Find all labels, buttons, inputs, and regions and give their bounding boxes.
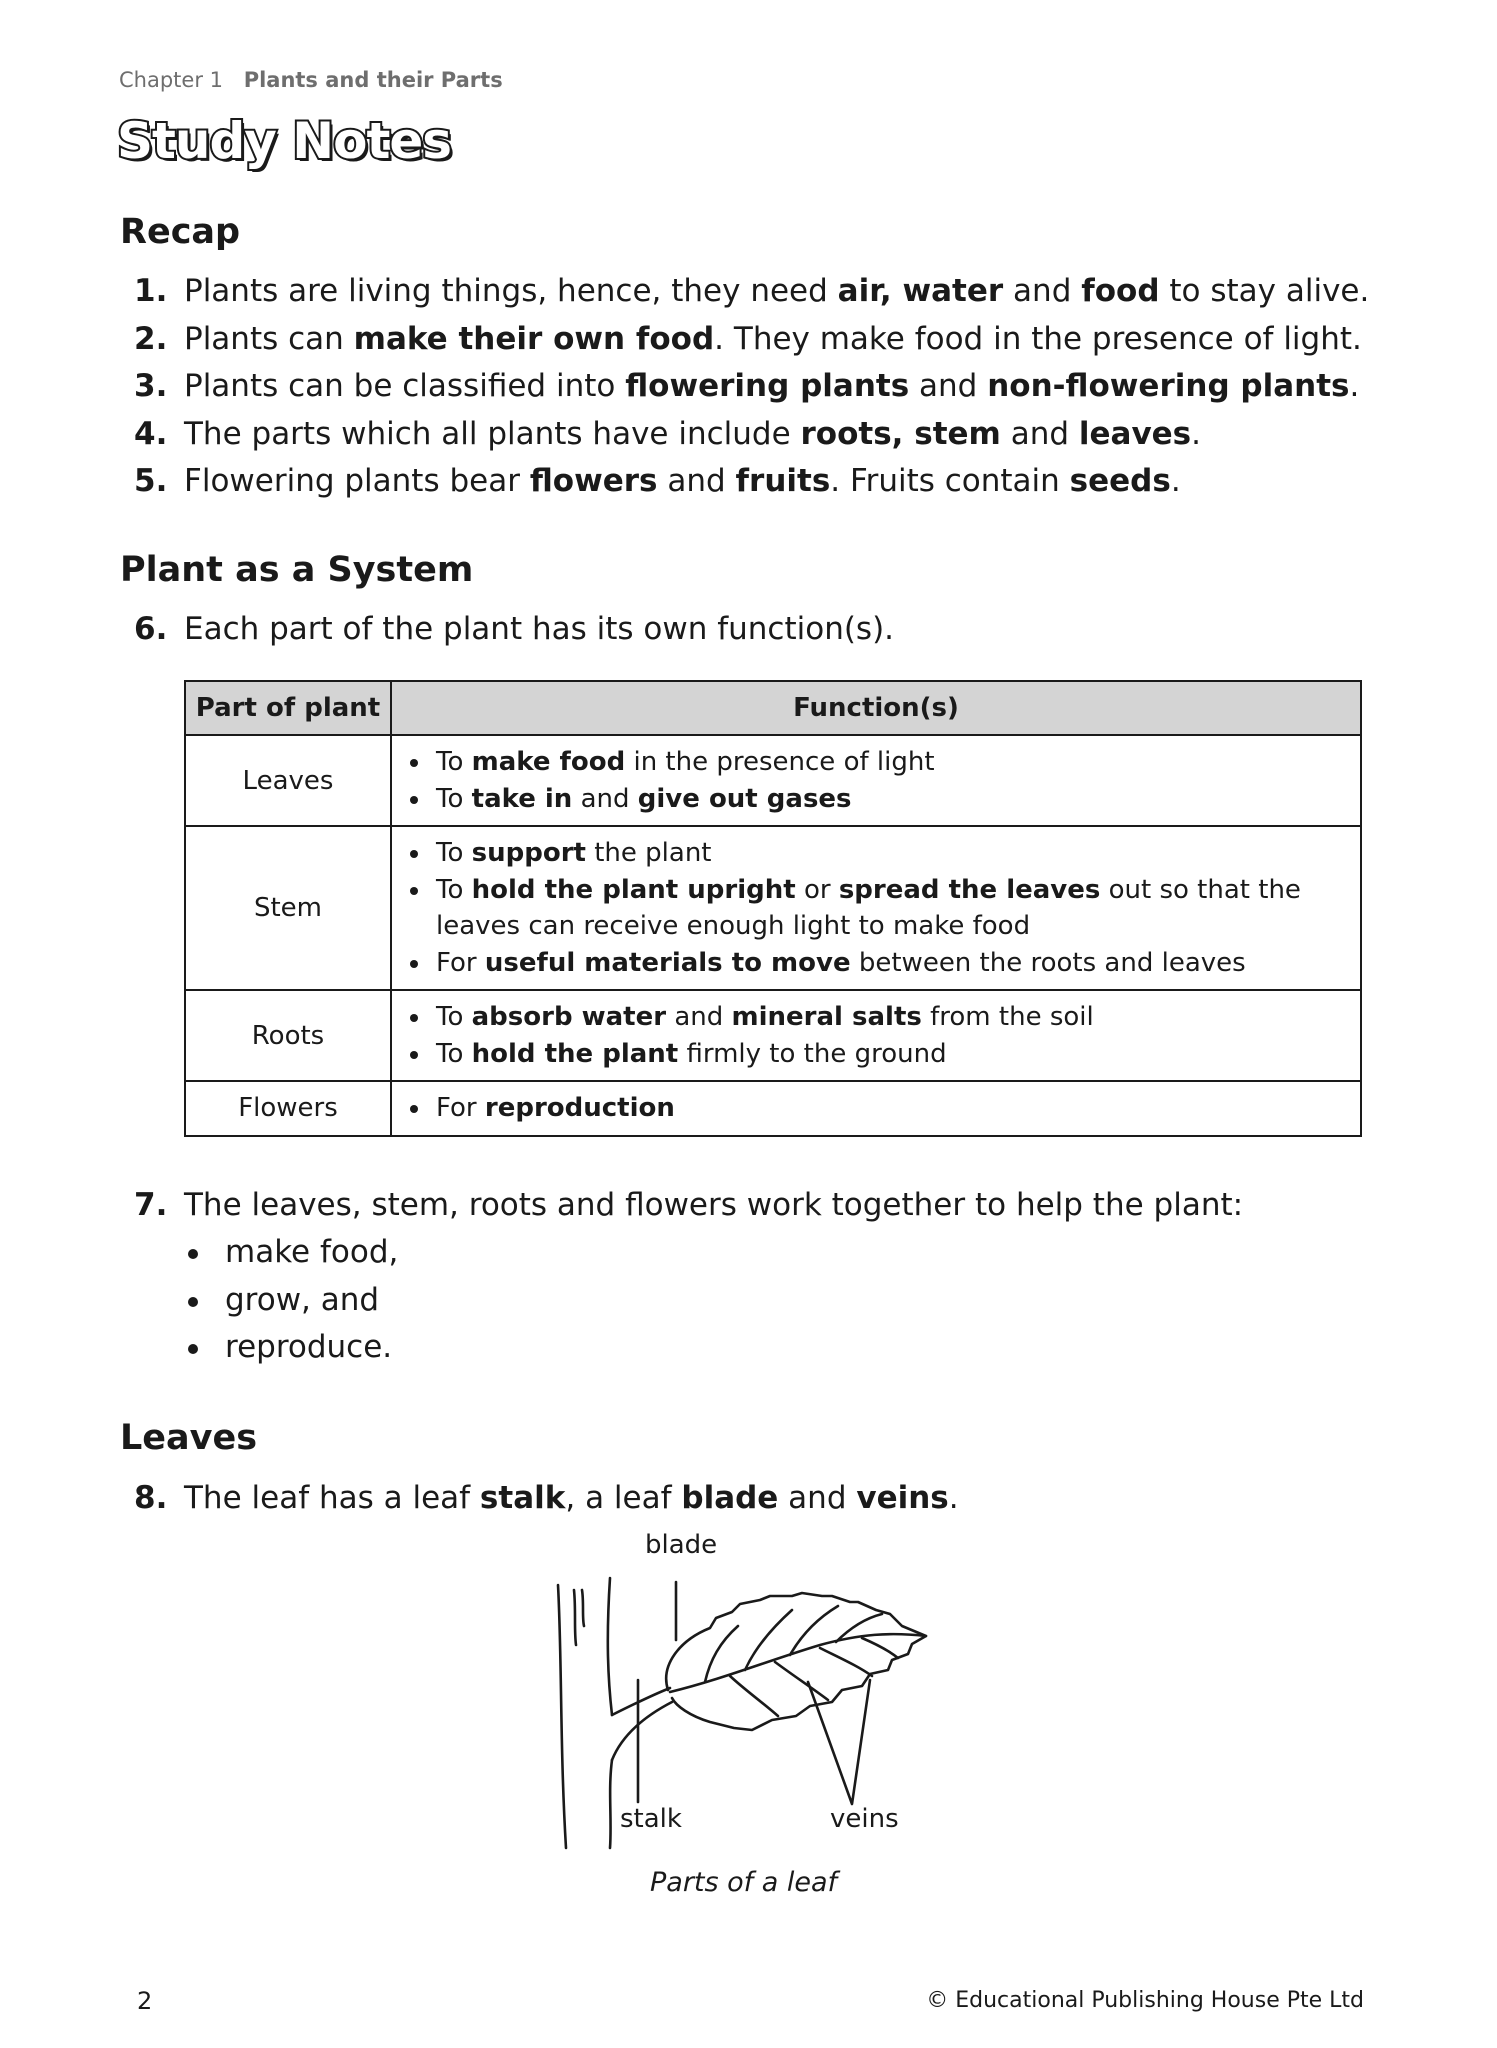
text-run: . [1349, 368, 1360, 405]
system-item-7 [120, 1182, 1420, 1230]
veins-label: veins [830, 1804, 899, 1834]
text-run: and [657, 463, 736, 500]
bold-term: spread the leaves [838, 874, 1101, 905]
study-notes-title: Study Notes [117, 112, 452, 170]
text-run: Each part of the plant has its own function(s). [184, 611, 895, 647]
function-item [402, 1036, 1346, 1073]
text-run: The parts which all plants have include [184, 415, 801, 452]
bold-term: non-flowering plants [987, 368, 1350, 405]
text-run: To [436, 1002, 472, 1032]
main-stem-line [558, 1585, 566, 1848]
bark-texture [582, 1590, 584, 1626]
functions-cell [391, 1081, 1361, 1136]
text-run: , a leaf [565, 1480, 682, 1516]
text-run: To [436, 838, 472, 868]
table-row [185, 735, 1361, 826]
bold-term: give out gases [637, 783, 852, 814]
bark-texture [574, 1590, 576, 1645]
main-stem-line [608, 1578, 612, 1715]
leaf-vein [820, 1648, 872, 1676]
stalk-label: stalk [620, 1804, 682, 1834]
table-header-row [185, 681, 1361, 735]
leaves-heading: Leaves [120, 1418, 258, 1458]
item-text [184, 1475, 959, 1523]
text-run: To [436, 747, 472, 777]
header-functions: Function(s) [391, 681, 1361, 735]
text-run: The leaves, stem, roots and flowers work together to help the plant: [184, 1187, 1244, 1223]
bold-term: flowers [529, 463, 658, 500]
bold-term: flowering plants [625, 368, 910, 405]
veins-pointer-line [808, 1680, 870, 1804]
text-run: and [1000, 415, 1079, 452]
function-item [402, 999, 1346, 1036]
bold-term: mineral salts [731, 1002, 922, 1032]
text-run: Flowering plants bear [184, 463, 530, 500]
bold-term: stalk [479, 1480, 566, 1516]
leaves-item-8 [120, 1475, 1420, 1523]
leaf-stalk [612, 1688, 670, 1715]
table-row [185, 826, 1361, 990]
bold-term: take in [471, 783, 573, 814]
bold-term: veins [856, 1480, 949, 1516]
item-text [184, 606, 894, 654]
recap-list [120, 268, 1420, 506]
text-run: . [1191, 415, 1201, 452]
item-number: 8. [134, 1480, 168, 1516]
text-run: to stay alive. [1159, 273, 1370, 309]
part-cell: Flowers [185, 1081, 391, 1136]
text-run: . They make food in the presence of light. [714, 320, 1362, 357]
text-run: the plant [585, 838, 712, 868]
text-run: out so that the leaves can receive enough light to make food [436, 874, 1301, 941]
numbered-item [120, 1182, 1420, 1230]
bold-term: food [1081, 273, 1160, 309]
text-run: from the soil [921, 1002, 1094, 1032]
bullet-item: reproduce. [180, 1324, 398, 1372]
bold-term: hold the plant [471, 1038, 679, 1069]
part-cell: Stem [185, 826, 391, 990]
recap-item [120, 363, 1420, 411]
leaf-blade-outline [666, 1593, 926, 1730]
leaf-vein [730, 1676, 778, 1716]
plant-functions-table [184, 680, 1362, 1137]
text-run: between the roots and leaves [850, 947, 1246, 978]
functions-cell [391, 826, 1361, 990]
text-run: The leaf has a leaf [184, 1480, 480, 1516]
function-item [402, 1090, 1346, 1127]
header-part-of-plant: Part of plant [185, 681, 391, 735]
bold-term: seeds [1069, 463, 1171, 500]
recap-item [120, 458, 1420, 506]
item-number: 3. [134, 368, 168, 405]
system-item-6 [120, 606, 1420, 654]
chapter-number: Chapter 1 [119, 68, 223, 92]
main-stem-line [610, 1760, 612, 1848]
system-heading: Plant as a System [120, 550, 474, 590]
item-text [184, 268, 1369, 316]
bold-term: support [471, 838, 586, 868]
part-cell: Roots [185, 990, 391, 1081]
numbered-item [120, 606, 1420, 654]
table-row [185, 1081, 1361, 1136]
item-text [184, 1182, 1243, 1230]
bold-term: fruits [735, 463, 831, 500]
text-run: For [436, 1093, 485, 1123]
bold-term: hold the plant upright [471, 874, 796, 905]
figure-caption: Parts of a leaf [650, 1867, 838, 1898]
bold-term: useful materials to move [484, 947, 851, 978]
text-run: and [1003, 273, 1082, 309]
work-together-bullets [180, 1229, 398, 1372]
bold-term: air, water [837, 273, 1004, 309]
recap-heading: Recap [120, 212, 241, 252]
text-run: in the presence of light [625, 747, 935, 777]
bold-term: make food [471, 747, 626, 777]
text-run: or [795, 874, 839, 905]
text-run: Plants can [184, 320, 354, 357]
functions-cell [391, 735, 1361, 826]
blade-label: blade [645, 1530, 718, 1560]
part-cell: Leaves [185, 735, 391, 826]
function-item [402, 781, 1346, 818]
item-number: 6. [134, 611, 168, 647]
function-item [402, 945, 1346, 982]
recap-item [120, 268, 1420, 316]
chapter-header [119, 68, 503, 92]
bullet-item: make food, [180, 1229, 398, 1277]
function-item [402, 872, 1346, 945]
bold-term: blade [681, 1480, 779, 1516]
item-number: 4. [134, 415, 168, 452]
item-text [184, 458, 1181, 506]
text-run: and [572, 783, 638, 814]
item-number: 2. [134, 320, 168, 357]
leaf-vein [862, 1638, 898, 1658]
item-text [184, 316, 1362, 364]
text-run: and [909, 368, 988, 405]
text-run: For [436, 947, 485, 978]
item-text [184, 363, 1359, 411]
leaf-vein [775, 1662, 828, 1700]
text-run: . [1170, 463, 1181, 500]
leaf-diagram [540, 1530, 960, 1860]
text-run: . Fruits contain [830, 463, 1070, 500]
function-item [402, 744, 1346, 781]
bold-term: reproduction [484, 1093, 675, 1123]
text-run: Plants can be classified into [184, 368, 626, 405]
item-number: 1. [134, 273, 168, 309]
text-run: Plants are living things, hence, they need [184, 273, 838, 309]
bold-term: absorb water [471, 1002, 667, 1032]
page-number: 2 [137, 1987, 153, 2015]
text-run: To [436, 874, 472, 905]
bold-term: leaves [1078, 415, 1192, 452]
text-run: To [436, 783, 472, 814]
recap-item [120, 316, 1420, 364]
chapter-title: Plants and their Parts [243, 68, 503, 92]
bold-term: make their own food [353, 320, 715, 357]
recap-item [120, 411, 1420, 459]
text-run: and [778, 1480, 857, 1516]
numbered-item [120, 1475, 1420, 1523]
text-run: To [436, 1038, 472, 1069]
copyright-notice: © Educational Publishing House Pte Ltd [926, 1988, 1364, 2013]
text-run: and [666, 1002, 732, 1032]
item-text [184, 411, 1201, 459]
item-number: 5. [134, 463, 168, 500]
bold-term: roots, stem [800, 415, 1001, 452]
item-number: 7. [134, 1187, 168, 1223]
function-item [402, 835, 1346, 872]
functions-cell [391, 990, 1361, 1081]
table-row [185, 990, 1361, 1081]
text-run: . [948, 1480, 959, 1516]
bullet-item: grow, and [180, 1277, 398, 1325]
text-run: firmly to the ground [678, 1038, 947, 1069]
